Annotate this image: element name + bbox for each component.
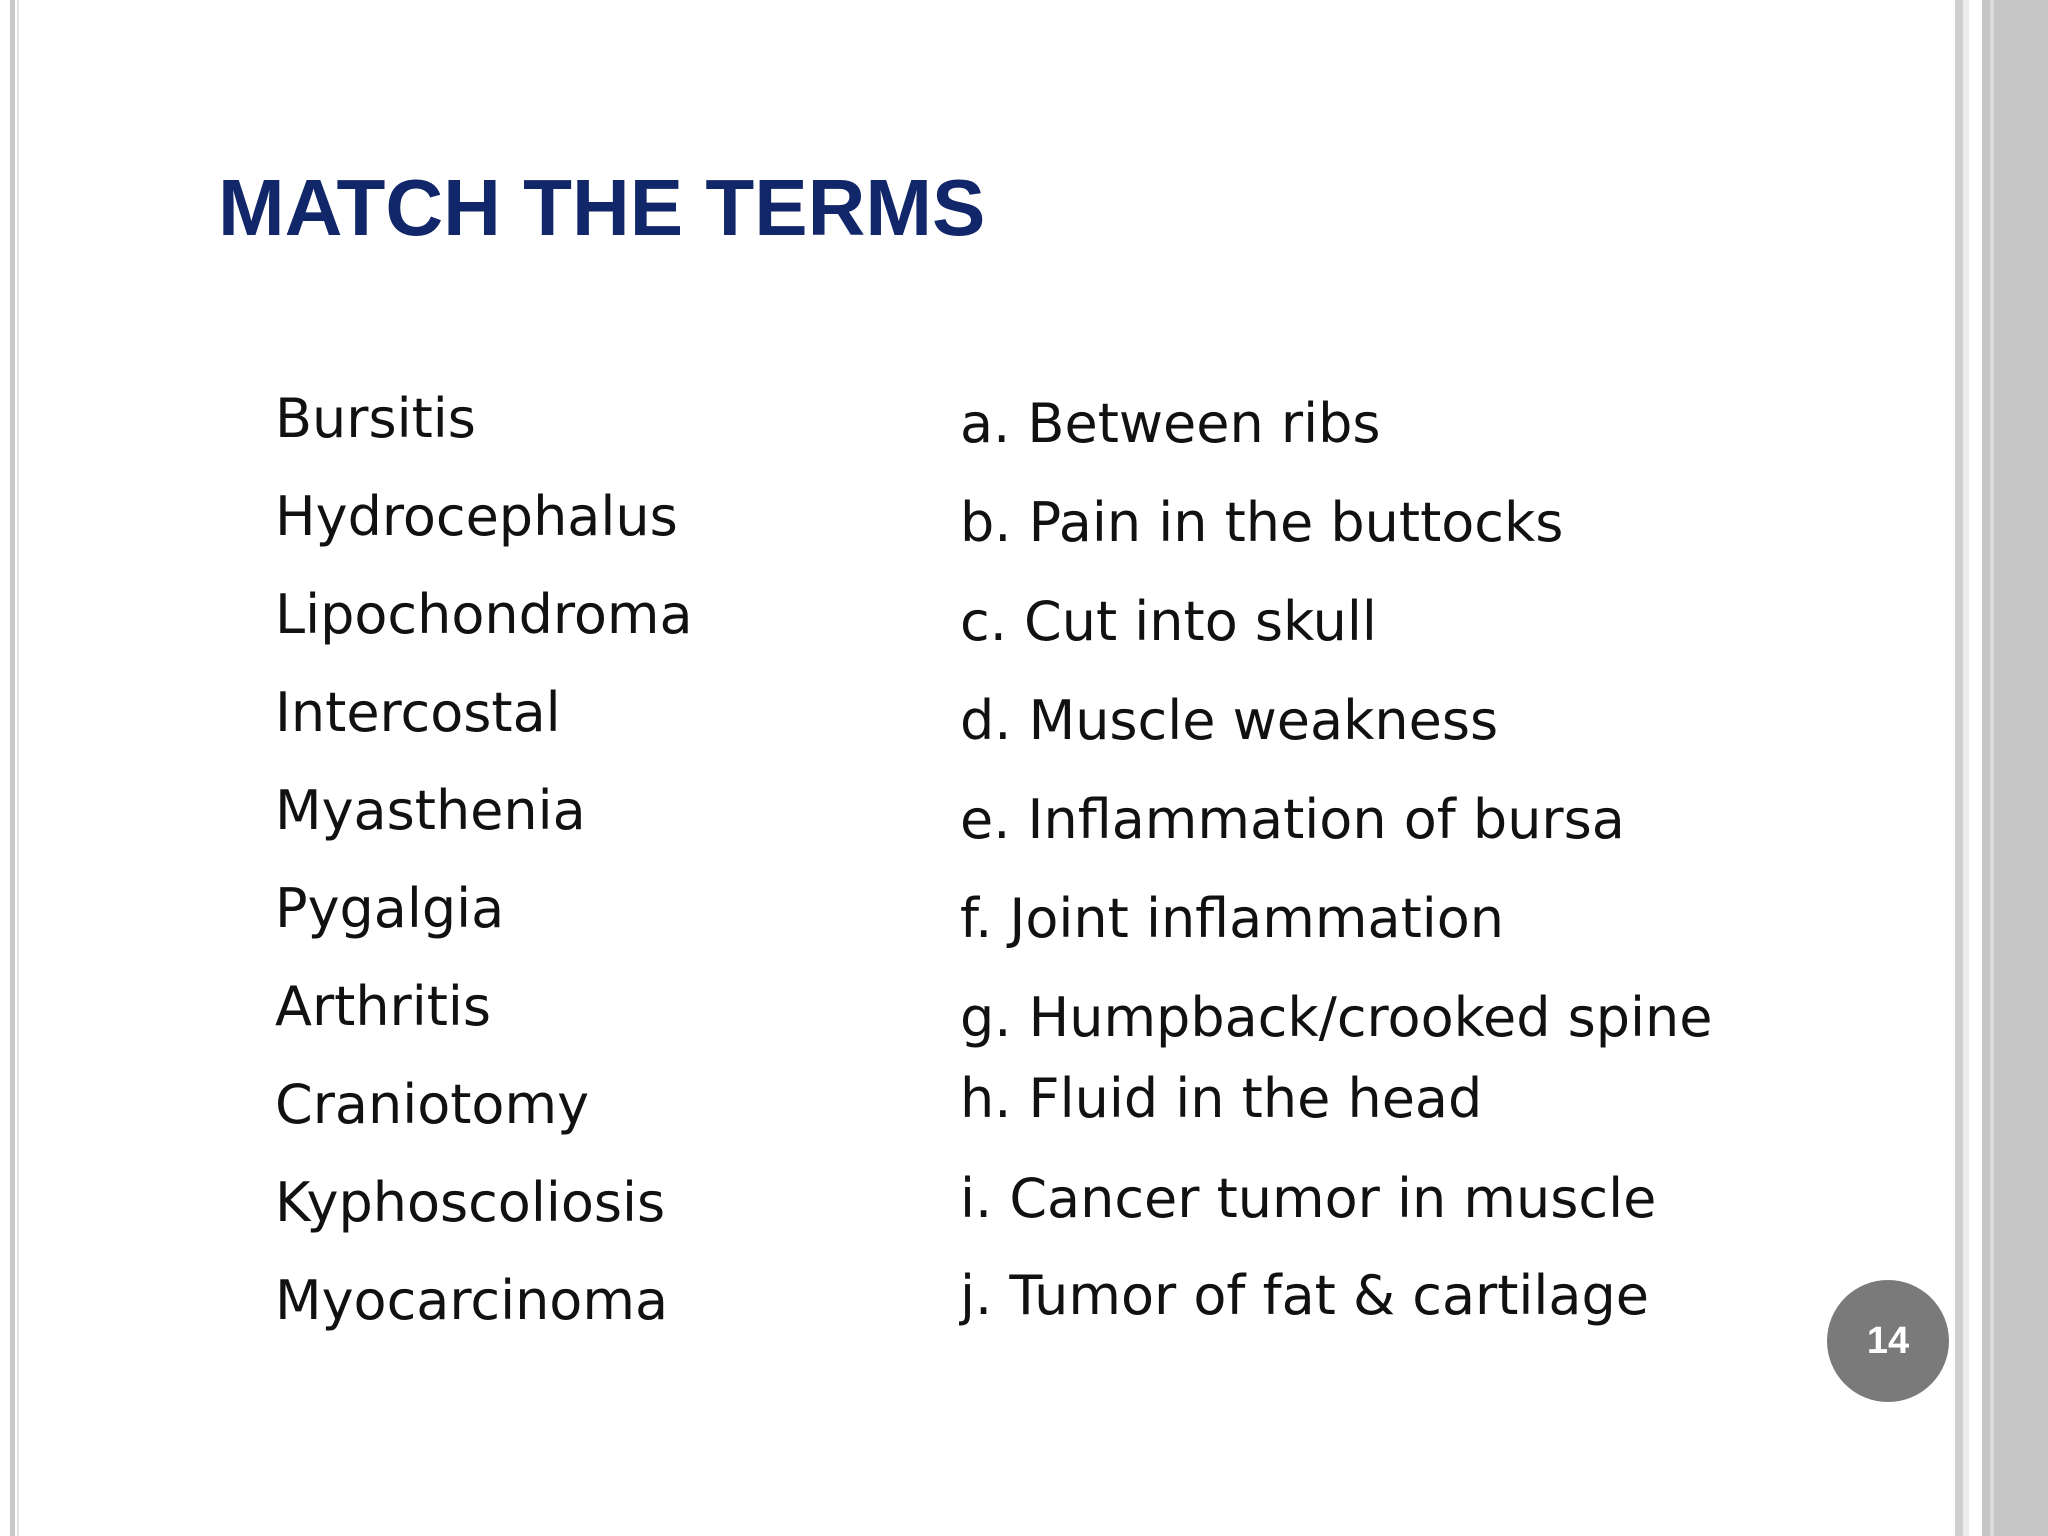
term-item: Bursitis <box>275 387 476 450</box>
definition-item: g. Humpback/crooked spine <box>960 986 1713 1049</box>
definition-item: a. Between ribs <box>960 392 1381 455</box>
definition-item: e. Inflammation of bursa <box>960 788 1625 851</box>
definition-item: j. Tumor of fat & cartilage <box>960 1264 1650 1327</box>
slide-border-right <box>1955 0 1963 1536</box>
term-item: Myasthenia <box>275 779 586 842</box>
page-number-badge: 14 <box>1827 1280 1949 1402</box>
definition-item: c. Cut into skull <box>960 590 1377 653</box>
definition-item: b. Pain in the buttocks <box>960 491 1564 554</box>
slide-title: MATCH THE TERMS <box>218 163 986 252</box>
definition-item: h. Fluid in the head <box>960 1067 1483 1130</box>
term-item: Lipochondroma <box>275 583 693 646</box>
term-item: Hydrocephalus <box>275 485 678 548</box>
term-item: Craniotomy <box>275 1073 590 1136</box>
slide-border-left <box>10 0 15 1536</box>
term-item: Myocarcinoma <box>275 1269 669 1332</box>
slide-border-right-highlight <box>1963 0 1969 1536</box>
slide-border-left-inner <box>17 0 19 1536</box>
term-item: Intercostal <box>275 681 561 744</box>
definition-item: f. Joint inflammation <box>960 887 1505 950</box>
definition-item: d. Muscle weakness <box>960 689 1499 752</box>
term-item: Pygalgia <box>275 877 505 940</box>
term-item: Kyphoscoliosis <box>275 1171 666 1234</box>
definition-item: i. Cancer tumor in muscle <box>960 1167 1657 1230</box>
slide-frame-right-highlight <box>1990 0 1994 1536</box>
term-item: Arthritis <box>275 975 492 1038</box>
